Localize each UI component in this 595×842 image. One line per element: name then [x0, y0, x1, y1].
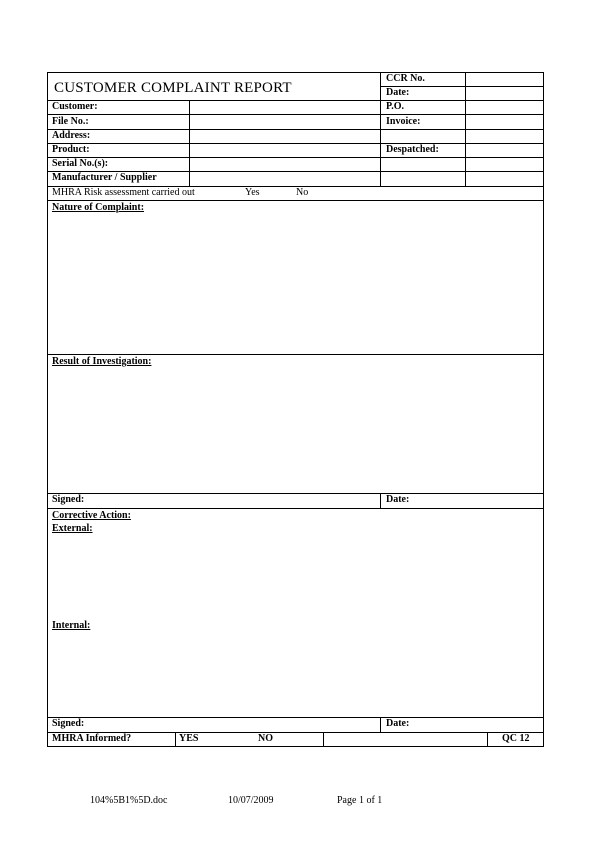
product-label: Product:	[52, 144, 90, 155]
despatched-label: Despatched:	[386, 144, 439, 155]
serial-no-label: Serial No.(s):	[52, 158, 109, 169]
mhra-risk-no: No	[296, 187, 309, 198]
signed-label-1: Signed:	[52, 494, 85, 505]
internal-label: Internal:	[52, 620, 91, 631]
footer-filename: 104%5B1%5D.doc	[90, 795, 168, 806]
form-title: CUSTOMER COMPLAINT REPORT	[54, 80, 292, 96]
mhra-risk-yes: Yes	[245, 187, 260, 198]
result-of-investigation-label: Result of Investigation:	[52, 356, 152, 367]
mhra-risk-label: MHRA Risk assessment carried out	[52, 187, 195, 198]
external-label: External:	[52, 523, 93, 534]
address-label: Address:	[52, 130, 91, 141]
customer-label: Customer:	[52, 101, 98, 112]
form-code: QC 12	[502, 733, 530, 744]
nature-of-complaint-label: Nature of Complaint:	[52, 202, 145, 213]
manufacturer-label: Manufacturer / Supplier	[52, 172, 157, 183]
form-border-top	[47, 72, 544, 73]
date-label-1: Date:	[386, 494, 410, 505]
footer-page-number: Page 1 of 1	[337, 795, 383, 806]
ccr-no-label: CCR No.	[386, 73, 425, 84]
footer-date: 10/07/2009	[228, 795, 274, 806]
form-border-bottom	[47, 746, 544, 747]
complaint-form	[47, 72, 544, 747]
signed-label-2: Signed:	[52, 718, 85, 729]
form-border-left	[47, 72, 48, 747]
header-date-label: Date:	[386, 87, 410, 98]
po-label: P.O.	[386, 101, 404, 112]
mhra-informed-label: MHRA Informed?	[52, 733, 132, 744]
corrective-action-label: Corrective Action:	[52, 510, 131, 521]
mhra-informed-no: NO	[258, 733, 273, 744]
form-border-right	[543, 72, 544, 747]
date-label-2: Date:	[386, 718, 410, 729]
mhra-informed-yes: YES	[179, 733, 199, 744]
file-no-label: File No.:	[52, 116, 89, 127]
invoice-label: Invoice:	[386, 116, 421, 127]
